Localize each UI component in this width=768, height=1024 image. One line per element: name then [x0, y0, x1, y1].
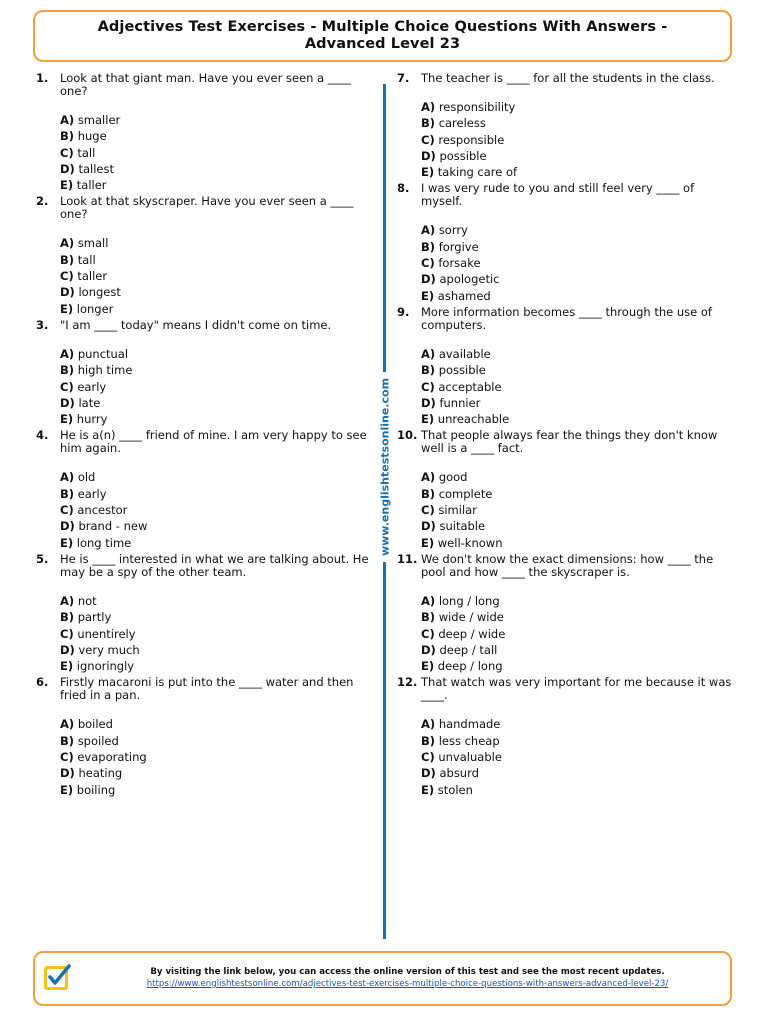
option-text: huge: [77, 129, 107, 144]
question-4: [36, 429, 376, 550]
option-letter: A): [421, 470, 436, 485]
option: [421, 782, 737, 798]
option: [60, 593, 376, 609]
option-letter: D): [421, 766, 436, 781]
option-letter: B): [421, 116, 436, 131]
option: [60, 749, 376, 765]
option-letter: C): [421, 379, 435, 394]
checkbox-check-icon: [42, 962, 72, 992]
option-list: [60, 716, 376, 797]
option: [421, 502, 737, 518]
option-list: [60, 235, 376, 316]
option-letter: B): [60, 733, 75, 748]
option-text: very much: [78, 642, 140, 657]
option: [421, 239, 737, 255]
option-list: [60, 346, 376, 427]
question-stem: Look at that skyscraper. Have you ever seen a ____ one?: [60, 194, 354, 222]
option: [60, 252, 376, 268]
question-number: 7.: [397, 71, 410, 85]
option-letter: C): [60, 750, 74, 765]
question-stem: I was very rude to you and still feel very ____ of myself.: [421, 181, 695, 209]
option: [60, 161, 376, 177]
option-letter: D): [421, 148, 436, 163]
question-2: [36, 195, 376, 316]
option-text: high time: [77, 363, 133, 378]
option-text: absurd: [439, 766, 479, 781]
footer-message: By visiting the link below, you can access the online version of this test and see the most recent updates.: [150, 967, 665, 977]
option: [421, 593, 737, 609]
option-letter: B): [421, 610, 436, 625]
option-text: well-known: [437, 535, 503, 550]
option-letter: B): [421, 486, 436, 501]
option: [60, 268, 376, 284]
option-text: taller: [76, 178, 107, 193]
option: [421, 626, 737, 642]
option: [421, 115, 737, 131]
option-text: possible: [438, 363, 486, 378]
option: [60, 395, 376, 411]
option-text: late: [78, 395, 101, 410]
option-text: acceptable: [438, 379, 502, 394]
option-letter: B): [421, 363, 436, 378]
question-9: [397, 306, 737, 427]
option: [421, 148, 737, 164]
option-letter: C): [421, 256, 435, 271]
footer-text: [95, 966, 720, 990]
option-text: taller: [77, 269, 108, 284]
option: [60, 112, 376, 128]
page-title-line2: Advanced Level 23: [304, 36, 461, 52]
option-text: funnier: [439, 395, 481, 410]
option-text: not: [77, 593, 97, 608]
option-letter: A): [60, 113, 75, 127]
option-letter: D): [421, 395, 436, 410]
option-list: [60, 593, 376, 674]
option-text: suitable: [439, 519, 486, 534]
question-stem: That people always fear the things they don't know well is a ____ fact.: [421, 428, 718, 456]
option-letter: E): [421, 535, 435, 550]
option: [421, 411, 737, 427]
option: [421, 469, 737, 485]
option: [421, 765, 737, 781]
question-number: 2.: [36, 194, 49, 209]
option: [421, 716, 737, 732]
option: [60, 301, 376, 317]
option: [60, 411, 376, 427]
option-letter: E): [421, 412, 435, 427]
option-text: heating: [78, 766, 123, 781]
option-letter: E): [421, 165, 435, 180]
option-text: sorry: [438, 223, 468, 238]
footer-link[interactable]: https://www.englishtestsonline.com/adjectives-test-exercises-multiple-choice-questions-with-answers-advanced-level-23/: [146, 979, 669, 989]
option: [421, 749, 737, 765]
option-text: similar: [438, 503, 477, 518]
option: [421, 288, 737, 304]
option: [421, 395, 737, 411]
option-text: deep / long: [437, 659, 503, 674]
question-stem: More information becomes ____ through the use of computers.: [421, 304, 712, 332]
option-text: responsible: [438, 132, 505, 147]
option-text: complete: [438, 486, 493, 501]
option: [60, 177, 376, 193]
option: [60, 609, 376, 625]
option: [60, 128, 376, 144]
option-letter: A): [60, 593, 75, 608]
option-letter: E): [60, 178, 74, 193]
option: [60, 235, 376, 251]
option-letter: A): [60, 346, 75, 361]
option-letter: D): [421, 519, 436, 534]
option: [421, 132, 737, 148]
option-letter: D): [421, 642, 436, 657]
question-number: 8.: [397, 181, 410, 196]
option: [421, 255, 737, 271]
option-letter: A): [421, 346, 436, 361]
option-text: taking care of: [437, 165, 518, 180]
option-text: smaller: [77, 113, 121, 127]
option-text: less cheap: [438, 733, 500, 748]
option-text: brand - new: [78, 519, 148, 534]
option-list: [60, 469, 376, 550]
option-letter: B): [60, 486, 75, 501]
option-letter: D): [60, 395, 75, 410]
option: [421, 164, 737, 180]
option-text: early: [77, 379, 107, 394]
option: [60, 535, 376, 551]
option-letter: E): [60, 535, 74, 550]
option: [60, 346, 376, 362]
option-letter: B): [60, 610, 75, 625]
question-stem: He is ____ interested in what we are talking about. He may be a spy of the other team.: [60, 551, 369, 579]
option-letter: A): [60, 470, 75, 485]
option-text: unvaluable: [438, 750, 502, 765]
question-number: 11.: [397, 551, 418, 566]
option: [60, 379, 376, 395]
option: [60, 765, 376, 781]
option-text: unreachable: [437, 412, 510, 427]
question-number: 12.: [397, 675, 418, 690]
question-11: [397, 553, 737, 674]
option-text: hurry: [76, 412, 108, 427]
option-letter: E): [421, 782, 435, 797]
option-letter: C): [421, 503, 435, 518]
question-number: 3.: [36, 317, 49, 332]
option-letter: B): [60, 129, 75, 144]
question-6: [36, 676, 376, 797]
option-text: evaporating: [77, 750, 147, 765]
question-number: 6.: [36, 675, 49, 690]
question-5: [36, 553, 376, 674]
option-list: [421, 346, 737, 427]
page-title-line1: Adjectives Test Exercises - Multiple Choice Questions With Answers -: [97, 19, 668, 35]
option-text: early: [77, 486, 107, 501]
option-text: ignoringly: [76, 659, 135, 674]
option-letter: D): [60, 642, 75, 657]
option-text: boiling: [76, 782, 116, 797]
option: [421, 642, 737, 658]
option: [421, 271, 737, 287]
option-letter: C): [60, 503, 74, 518]
question-3: [36, 319, 376, 427]
option-text: responsibility: [438, 100, 516, 114]
question-number: 1.: [36, 71, 49, 85]
option-letter: A): [421, 717, 436, 732]
option-letter: B): [60, 252, 75, 267]
option-list: [421, 469, 737, 550]
option-text: stolen: [437, 782, 473, 797]
option-letter: D): [60, 285, 75, 300]
question-10: [397, 429, 737, 550]
option: [60, 486, 376, 502]
option-letter: E): [60, 782, 74, 797]
option-letter: E): [421, 288, 435, 303]
option-letter: B): [421, 733, 436, 748]
option-letter: E): [60, 659, 74, 674]
option-text: spoiled: [77, 733, 119, 748]
option: [60, 733, 376, 749]
option: [60, 284, 376, 300]
option-text: careless: [438, 116, 486, 131]
option-letter: C): [421, 750, 435, 765]
option: [421, 362, 737, 378]
option-text: ashamed: [437, 288, 491, 303]
option-letter: A): [421, 593, 436, 608]
option-text: available: [438, 346, 491, 361]
option-text: boiled: [77, 717, 113, 732]
question-number: 10.: [397, 428, 418, 443]
option: [421, 99, 737, 115]
option-list: [421, 593, 737, 674]
option-letter: D): [60, 766, 75, 781]
option-list: [60, 112, 376, 193]
option-list: [421, 716, 737, 797]
footer-box: [33, 951, 732, 1006]
site-label: www.englishtestsonline.com: [376, 372, 395, 562]
option-letter: E): [60, 412, 74, 427]
option-letter: E): [60, 301, 74, 316]
option-text: partly: [77, 610, 112, 625]
question-stem: He is a(n) ____ friend of mine. I am very happy to see him again.: [60, 428, 367, 456]
option-text: possible: [439, 148, 487, 163]
option-letter: A): [421, 223, 436, 238]
option-letter: A): [60, 717, 75, 732]
question-stem: That watch was very important for me because it was ____.: [421, 675, 732, 703]
option-text: long / long: [438, 593, 500, 608]
question-number: 5.: [36, 551, 49, 566]
option-text: forgive: [438, 239, 479, 254]
option-text: wide / wide: [438, 610, 504, 625]
option: [60, 626, 376, 642]
option-letter: C): [60, 269, 74, 284]
option-list: [421, 222, 737, 303]
question-7: [397, 72, 737, 180]
question-stem: The teacher is ____ for all the students in the class.: [421, 71, 715, 85]
option: [60, 502, 376, 518]
option: [60, 145, 376, 161]
option-letter: D): [421, 272, 436, 287]
option: [421, 486, 737, 502]
option-list: [421, 99, 737, 180]
option-letter: C): [60, 626, 74, 641]
option-letter: C): [421, 132, 435, 147]
option: [60, 658, 376, 674]
option-text: deep / wide: [438, 626, 506, 641]
option-text: tall: [77, 252, 96, 267]
option-letter: E): [421, 659, 435, 674]
option-text: good: [438, 470, 468, 485]
option-letter: B): [60, 363, 75, 378]
option-letter: D): [60, 161, 75, 176]
question-number: 9.: [397, 304, 410, 319]
option-text: tallest: [78, 161, 114, 176]
option-letter: D): [60, 519, 75, 534]
question-stem: Look at that giant man. Have you ever seen a ____ one?: [60, 71, 351, 98]
option-text: handmade: [438, 717, 501, 732]
question-12: [397, 676, 737, 797]
question-8: [397, 182, 737, 303]
option-text: forsake: [438, 256, 481, 271]
option-letter: C): [60, 379, 74, 394]
option: [60, 782, 376, 798]
option-text: unentirely: [77, 626, 136, 641]
option-text: longer: [76, 301, 114, 316]
option: [60, 716, 376, 732]
option-text: ancestor: [77, 503, 128, 518]
option-text: small: [77, 236, 109, 251]
option: [421, 733, 737, 749]
option-letter: B): [421, 239, 436, 254]
option: [421, 609, 737, 625]
question-stem: We don't know the exact dimensions: how ____ the pool and how ____ the skyscraper is.: [421, 551, 714, 579]
option-text: punctual: [77, 346, 129, 361]
option-text: tall: [77, 145, 96, 160]
option: [60, 362, 376, 378]
option-text: apologetic: [439, 272, 500, 287]
option: [421, 658, 737, 674]
option: [421, 346, 737, 362]
option-text: old: [77, 470, 96, 485]
option: [60, 469, 376, 485]
option-letter: C): [421, 626, 435, 641]
option: [60, 642, 376, 658]
option-text: deep / tall: [439, 642, 498, 657]
left-column: [36, 72, 376, 800]
right-column: [397, 72, 737, 800]
option: [421, 535, 737, 551]
question-stem: Firstly macaroni is put into the ____ water and then fried in a pan.: [60, 675, 354, 703]
option-letter: C): [60, 145, 74, 160]
option-letter: A): [60, 236, 75, 251]
option: [421, 379, 737, 395]
option-letter: A): [421, 100, 436, 114]
question-1: [36, 72, 376, 193]
option: [421, 518, 737, 534]
option-text: longest: [78, 285, 121, 300]
option: [421, 222, 737, 238]
option-text: long time: [76, 535, 132, 550]
option: [60, 518, 376, 534]
question-stem: "I am ____ today" means I didn't come on time.: [60, 317, 332, 332]
question-number: 4.: [36, 428, 49, 443]
title-box: [33, 10, 732, 62]
